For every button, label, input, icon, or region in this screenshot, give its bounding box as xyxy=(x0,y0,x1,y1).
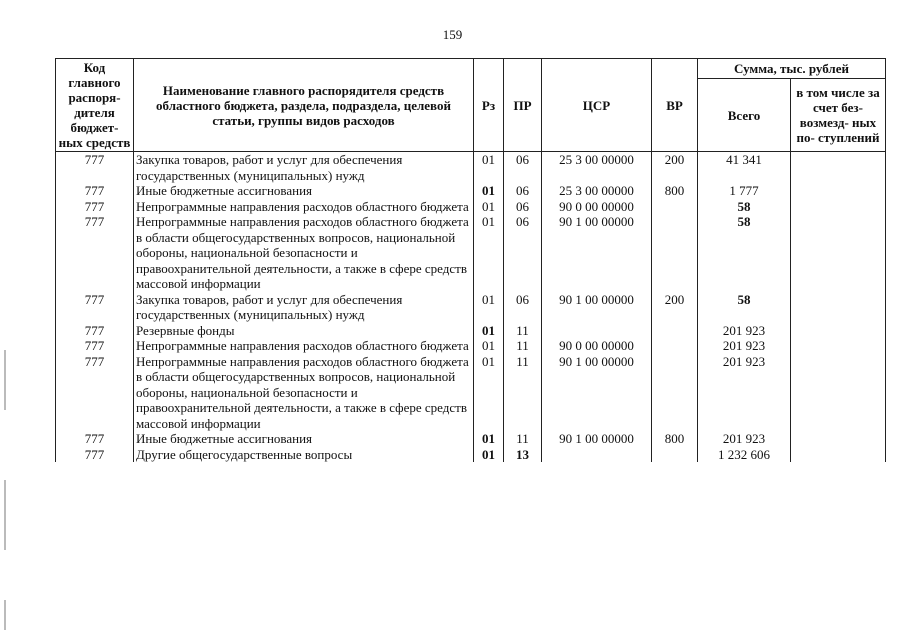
table-row xyxy=(56,183,886,199)
header-rz: Рз xyxy=(474,59,504,152)
cell-name: Непрограммные направления расходов областного бюджета xyxy=(134,199,474,215)
header-vr: ВР xyxy=(652,59,698,152)
cell-vr xyxy=(652,447,698,463)
header-pr: ПР xyxy=(504,59,542,152)
cell-pr: 06 xyxy=(504,199,542,215)
cell-total: 41 341 xyxy=(698,152,791,184)
cell-name: Закупка товаров, работ и услуг для обеспечения государственных (муниципальных) нужд xyxy=(134,152,474,184)
cell-rz: 01 xyxy=(474,338,504,354)
cell-name: Непрограммные направления расходов областного бюджета в области общегосударственных вопросов, национальной обороны, национальной безопасности и правоохранительной деятельности, а также в сфере средств массовой информации xyxy=(134,354,474,432)
cell-pr: 06 xyxy=(504,152,542,184)
table-row xyxy=(56,199,886,215)
header-gratuitous: в том числе за счет без- возмезд- ных по- ступлений xyxy=(791,79,886,152)
cell-vr: 800 xyxy=(652,431,698,447)
cell-gratuitous xyxy=(791,199,886,215)
table-row xyxy=(56,152,886,184)
cell-csr: 90 0 00 00000 xyxy=(542,338,652,354)
cell-csr: 90 1 00 00000 xyxy=(542,214,652,292)
cell-total: 201 923 xyxy=(698,354,791,432)
cell-gratuitous xyxy=(791,338,886,354)
cell-total: 1 232 606 xyxy=(698,447,791,463)
cell-gratuitous xyxy=(791,152,886,184)
cell-csr: 90 0 00 00000 xyxy=(542,199,652,215)
cell-code: 777 xyxy=(56,292,134,323)
cell-rz: 01 xyxy=(474,431,504,447)
cell-vr: 200 xyxy=(652,152,698,184)
cell-vr xyxy=(652,199,698,215)
cell-rz: 01 xyxy=(474,292,504,323)
cell-csr: 25 3 00 00000 xyxy=(542,183,652,199)
scan-margin-mark xyxy=(4,600,6,630)
cell-rz: 01 xyxy=(474,323,504,339)
cell-pr: 11 xyxy=(504,338,542,354)
cell-gratuitous xyxy=(791,183,886,199)
cell-name: Иные бюджетные ассигнования xyxy=(134,431,474,447)
cell-rz: 01 xyxy=(474,199,504,215)
header-code: Код главного распоря- дителя бюджет- ных средств xyxy=(56,59,134,152)
cell-total: 58 xyxy=(698,292,791,323)
header-csr: ЦСР xyxy=(542,59,652,152)
cell-pr: 06 xyxy=(504,183,542,199)
cell-code: 777 xyxy=(56,199,134,215)
scan-margin-mark xyxy=(4,480,6,550)
header-sum: Сумма, тыс. рублей xyxy=(698,59,886,79)
cell-gratuitous xyxy=(791,431,886,447)
table-row xyxy=(56,338,886,354)
cell-pr: 11 xyxy=(504,431,542,447)
cell-name: Непрограммные направления расходов областного бюджета в области общегосударственных вопросов, национальной обороны, национальной безопасности и правоохранительной деятельности, а также в сфере средств массовой информации xyxy=(134,214,474,292)
cell-pr: 11 xyxy=(504,354,542,432)
budget-table xyxy=(55,58,886,462)
cell-rz: 01 xyxy=(474,214,504,292)
cell-total: 201 923 xyxy=(698,338,791,354)
cell-gratuitous xyxy=(791,447,886,463)
cell-csr: 90 1 00 00000 xyxy=(542,354,652,432)
page-number: 159 xyxy=(442,27,463,42)
cell-csr: 90 1 00 00000 xyxy=(542,292,652,323)
cell-total: 58 xyxy=(698,199,791,215)
cell-rz: 01 xyxy=(474,354,504,432)
cell-total: 201 923 xyxy=(698,431,791,447)
cell-code: 777 xyxy=(56,338,134,354)
cell-vr xyxy=(652,214,698,292)
cell-rz: 01 xyxy=(474,152,504,184)
cell-name: Резервные фонды xyxy=(134,323,474,339)
table-row xyxy=(56,292,886,323)
header-name: Наименование главного распорядителя средств областного бюджета, раздела, подраздела, целевой статьи, группы видов расходов xyxy=(134,59,474,152)
table-row xyxy=(56,431,886,447)
cell-vr xyxy=(652,338,698,354)
cell-gratuitous xyxy=(791,292,886,323)
cell-vr xyxy=(652,323,698,339)
cell-vr xyxy=(652,354,698,432)
cell-name: Другие общегосударственные вопросы xyxy=(134,447,474,463)
cell-code: 777 xyxy=(56,431,134,447)
cell-csr: 25 3 00 00000 xyxy=(542,152,652,184)
header-total: Всего xyxy=(698,79,791,152)
cell-rz: 01 xyxy=(474,183,504,199)
cell-total: 1 777 xyxy=(698,183,791,199)
cell-name: Иные бюджетные ассигнования xyxy=(134,183,474,199)
cell-code: 777 xyxy=(56,152,134,184)
table-row xyxy=(56,354,886,432)
cell-code: 777 xyxy=(56,323,134,339)
cell-vr: 200 xyxy=(652,292,698,323)
cell-rz: 01 xyxy=(474,447,504,463)
cell-code: 777 xyxy=(56,183,134,199)
cell-pr: 06 xyxy=(504,214,542,292)
cell-csr xyxy=(542,447,652,463)
table-row xyxy=(56,214,886,292)
cell-gratuitous xyxy=(791,354,886,432)
cell-name: Закупка товаров, работ и услуг для обеспечения государственных (муниципальных) нужд xyxy=(134,292,474,323)
cell-pr: 13 xyxy=(504,447,542,463)
table-row xyxy=(56,323,886,339)
cell-gratuitous xyxy=(791,214,886,292)
cell-code: 777 xyxy=(56,447,134,463)
cell-csr xyxy=(542,323,652,339)
cell-code: 777 xyxy=(56,214,134,292)
cell-vr: 800 xyxy=(652,183,698,199)
cell-pr: 11 xyxy=(504,323,542,339)
cell-name: Непрограммные направления расходов областного бюджета xyxy=(134,338,474,354)
cell-total: 58 xyxy=(698,214,791,292)
cell-total: 201 923 xyxy=(698,323,791,339)
cell-csr: 90 1 00 00000 xyxy=(542,431,652,447)
cell-code: 777 xyxy=(56,354,134,432)
cell-pr: 06 xyxy=(504,292,542,323)
table-row xyxy=(56,447,886,463)
scan-margin-mark xyxy=(4,350,6,410)
cell-gratuitous xyxy=(791,323,886,339)
